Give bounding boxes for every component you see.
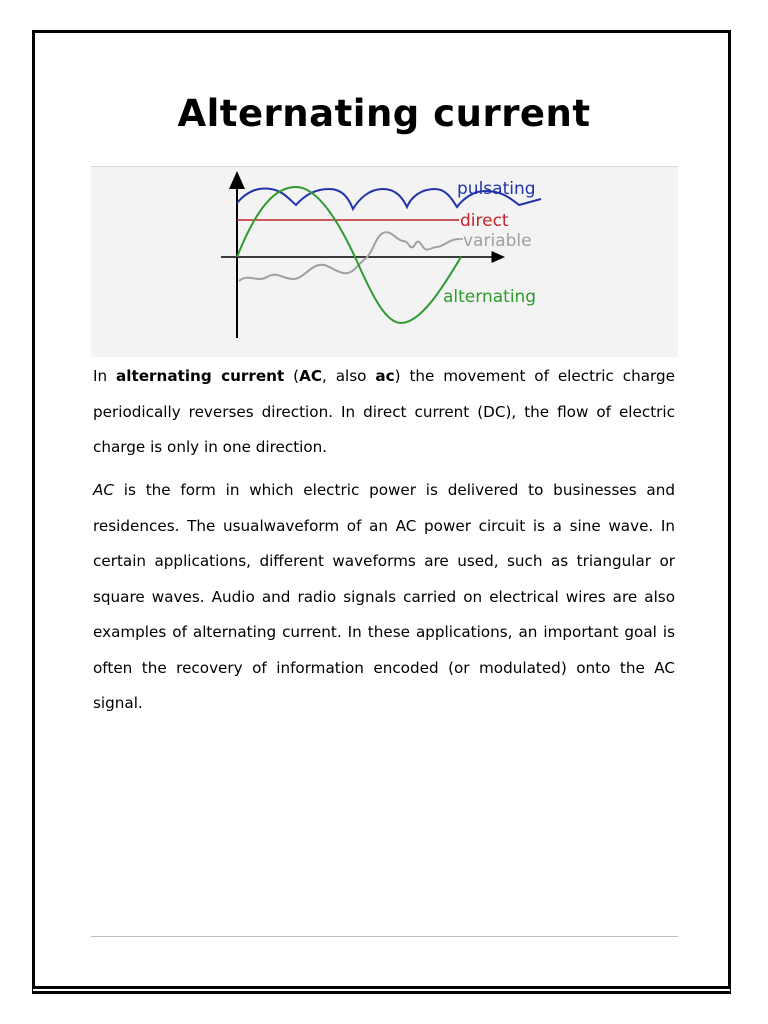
p1-text-3: , also	[322, 367, 376, 385]
paragraph-ac-usage	[93, 473, 675, 722]
pulsating-label: pulsating	[457, 179, 536, 199]
waveform-figure	[91, 166, 678, 357]
p2-text-1: is the form in which electric power is delivered to businesses and residences. The usualwaveform of an AC power circuit is a sine wave. In certain applications, different waveforms are used, such as triangular or square waves. Audio and radio signals carried on electrical wires are also examples of alternating current. In these applications, an important goal is often the recovery of information encoded (or modulated) onto the AC signal.	[93, 481, 675, 712]
p1-text-4: ) the movement of electric charge periodically reverses direction. In direct current (DC), the flow of electric charge is only in one direction.	[93, 367, 676, 456]
p1-text-1: In	[93, 367, 117, 385]
variable-label: variable	[463, 231, 532, 251]
abbr-ac-upper: AC	[299, 367, 322, 385]
abbr-ac-italic: AC	[93, 481, 114, 499]
footer-divider	[91, 936, 678, 937]
waveform-diagram	[91, 167, 678, 357]
page-title: Alternating current	[177, 92, 591, 135]
alternating-label: alternating	[443, 287, 537, 307]
paragraph-ac-definition	[93, 359, 675, 466]
alternating-wave	[237, 187, 461, 323]
abbr-ac-lower: ac	[375, 367, 395, 385]
p1-text-2: (	[284, 367, 300, 385]
term-alternating-current: alternating current	[116, 367, 285, 385]
direct-label: direct	[460, 211, 509, 231]
